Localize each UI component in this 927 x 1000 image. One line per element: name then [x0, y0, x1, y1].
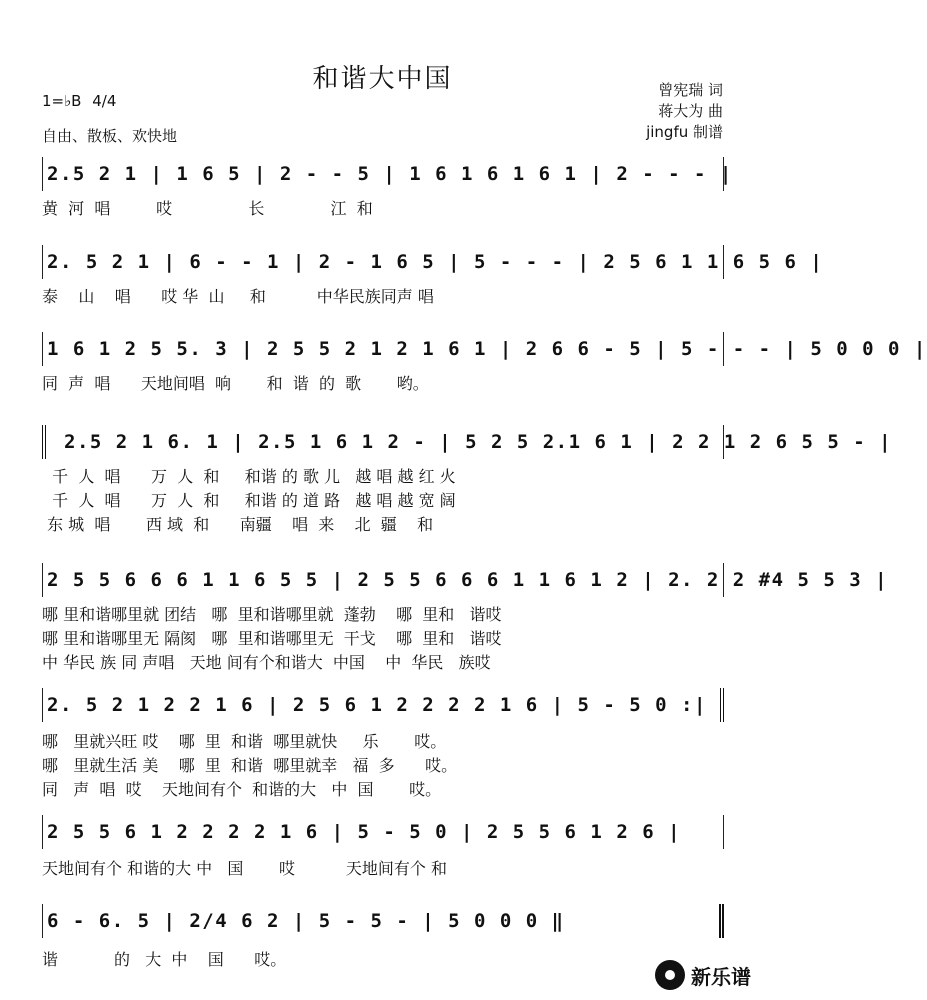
notation-row: 2. 5 2 1 | 6 - - 1 | 2 - 1 6 5 | 5 - - - | 2 5 6 1 1 6 5 6 | — [42, 245, 724, 279]
tempo-marking: 自由、散板、欢快地 — [42, 127, 178, 145]
score-line-5 — [42, 563, 889, 675]
score-line-8 — [42, 904, 724, 972]
lyric-verse-1: 千 人 唱 万 人 和 和谐 的 歌 儿 越 唱 越 红 火 — [42, 467, 456, 486]
lyric-line: 黄 河 唱 哎 长 江 和 — [42, 199, 373, 218]
notation-row: 2 5 5 6 1 2 2 2 2 1 6 | 5 - 5 0 | 2 5 5 6 1 2 6 | — [42, 815, 724, 849]
song-title: 和谐大中国 — [312, 64, 453, 94]
notation-row: 2.5 2 1 | 1 6 5 | 2 - - 5 | 1 6 1 6 1 6 1 | 2 - - - | — [42, 157, 724, 191]
score-line-2 — [42, 245, 824, 309]
notation-row: 2 5 5 6 6 6 1 1 6 5 5 | 2 5 5 6 6 6 1 1 6 1 2 | 2. 2 2 #4 5 5 3 | — [42, 563, 724, 597]
score-line-7 — [42, 815, 724, 881]
key-signature — [42, 92, 116, 110]
score-line-6 — [42, 688, 724, 802]
lyric-verse-2: 哪 里就生活 美 哪 里 和谐 哪里就幸 福 多 哎。 — [42, 756, 458, 775]
lyric-verse-3: 同 声 唱 哎 天地间有个 和谐的大 中 国 哎。 — [42, 780, 442, 799]
key-label: 1=♭B — [42, 92, 82, 110]
lyric-line: 泰 山 唱 哎 华 山 和 中华民族同声 唱 — [42, 287, 434, 306]
arranger-credit: jingfu 制谱 — [646, 123, 723, 141]
lyric-verse-1: 哪 里就兴旺 哎 哪 里 和谐 哪里就快 乐 哎。 — [42, 732, 447, 751]
lyric-verse-3: 东 城 唱 西 域 和 南疆 唱 来 北 疆 和 — [42, 515, 434, 534]
credits — [646, 80, 723, 143]
score-line-4 — [42, 425, 893, 537]
vinyl-disc-icon — [655, 960, 685, 990]
site-logo — [655, 960, 751, 990]
lyric-verse-2: 千 人 唱 万 人 和 和谐 的 道 路 越 唱 越 宽 阔 — [42, 491, 456, 510]
notation-row: 2.5 2 1 6. 1 | 2.5 1 6 1 2 - | 5 2 5 2.1 6 1 | 2 2 1 2 6 5 5 - | — [42, 425, 724, 459]
logo-text: 新乐谱 — [691, 964, 751, 989]
notation-row: 6 - 6. 5 | 2/4 6 2 | 5 - 5 - | 5 0 0 0 ‖ — [42, 904, 724, 938]
lyricist-credit: 曾宪瑞 词 — [658, 81, 723, 99]
lyric-verse-3: 中 华民 族 同 声唱 天地 间有个和谐大 中国 中 华民 族哎 — [42, 653, 491, 672]
notation-row: 1 6 1 2 5 5. 3 | 2 5 5 2 1 2 1 6 1 | 2 6 6 - 5 | 5 - - - | 5 0 0 0 | — [42, 332, 724, 366]
score-line-1 — [42, 157, 733, 221]
lyric-verse-2: 哪 里和谐哪里无 隔阂 哪 里和谐哪里无 干戈 哪 里和 谐哎 — [42, 629, 502, 648]
notation-row: 2. 5 2 1 2 2 1 6 | 2 5 6 1 2 2 2 2 1 6 | 5 - 5 0 :| — [42, 688, 724, 722]
meter-label: 4/4 — [92, 92, 117, 110]
composer-credit: 蒋大为 曲 — [658, 102, 723, 120]
score-line-3 — [42, 332, 927, 396]
lyric-verse-1: 哪 里和谐哪里就 团结 哪 里和谐哪里就 蓬勃 哪 里和 谐哎 — [42, 605, 502, 624]
lyric-line: 天地间有个 和谐的大 中 国 哎 天地间有个 和 — [42, 859, 447, 878]
lyric-line: 同 声 唱 天地间唱 响 和 谐 的 歌 哟。 — [42, 374, 429, 393]
lyric-line: 谐 的 大 中 国 哎。 — [42, 950, 287, 969]
